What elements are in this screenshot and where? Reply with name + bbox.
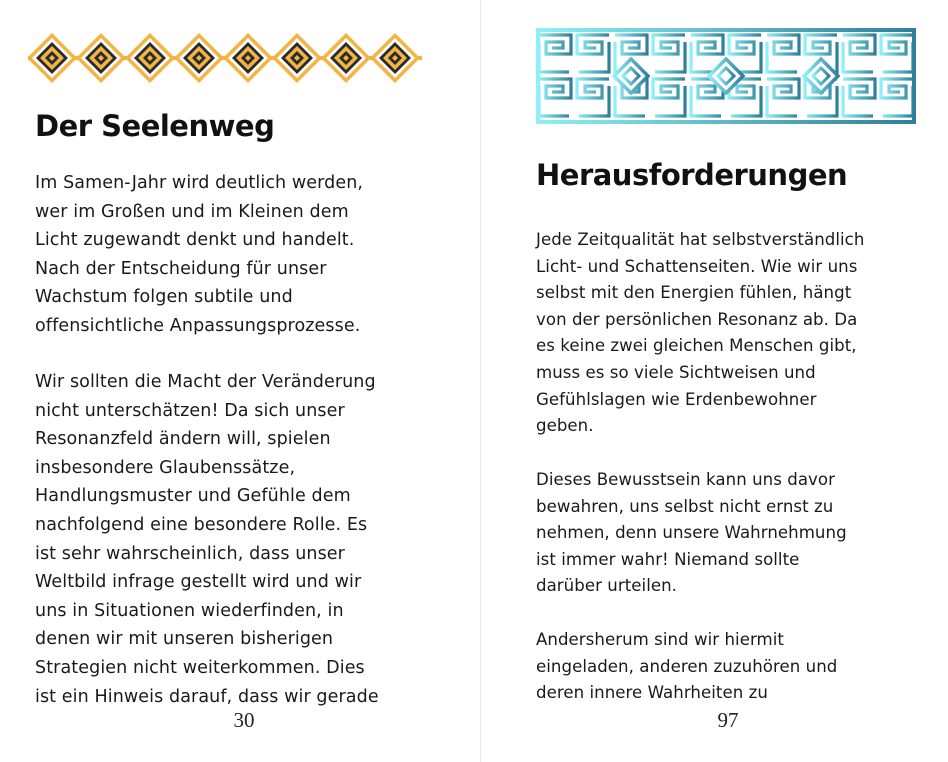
text-line: Licht- und Schattenseiten. Wie wir uns [536,256,858,276]
meander-ornament-banner [536,28,916,124]
text-line: deren innere Wahrheiten zu [536,683,768,703]
text-line: Handlungsmuster und Gefühle dem [35,486,351,507]
text-line: von der persönlichen Resonanz ab. Da [536,309,858,329]
text-line: nehmen, denn unsere Wahrnehmung [536,523,847,543]
page-number: 30 [233,708,255,732]
text-line: nachfolgend eine besondere Rolle. Es [35,514,368,535]
diamond-motif [28,33,77,83]
paragraph-1 [536,227,864,440]
paragraph-2 [536,467,847,600]
text-line: selbst mit den Energien fühlen, hängt [536,283,852,303]
text-line: eingeladen, anderen zuzuhören und [536,656,838,676]
diamond-motif [76,33,126,83]
right-page [481,0,948,762]
text-line: Licht zugewandt denkt und handelt. [35,230,355,251]
paragraph-2 [35,368,379,711]
text-line: Gefühlslagen wie Erdenbewohner [536,389,817,409]
text-line: bewahren, uns selbst nicht ernst zu [536,496,834,516]
text-line: Strategien nicht weiterkommen. Dies [35,657,365,678]
paragraph-3 [536,627,837,707]
text-line: offensichtliche Anpassungsprozesse. [35,315,361,336]
text-line: nicht unterschätzen! Da sich unser [35,400,345,421]
page-number: 97 [717,708,739,732]
text-line: es keine zwei gleichen Menschen gibt, [536,336,857,356]
text-line: Nach der Entscheidung für unser [35,258,327,279]
diamond-motif [223,33,273,83]
text-line: ist ein Hinweis darauf, dass wir gerade [35,686,379,707]
diamond-ornament-banner [28,32,422,84]
text-line: darüber urteilen. [536,576,678,596]
text-line: Weltbild infrage gestellt wird und wir [35,572,362,593]
text-line: wer im Großen und im Kleinen dem [35,201,349,222]
text-line: uns in Situationen wiederfinden, in [35,600,344,621]
diamond-motif [370,33,420,83]
text-line: Resonanzfeld ändern will, spielen [35,429,331,450]
text-line: ist immer wahr! Niemand sollte [536,549,800,569]
text-line: Jede Zeitqualität hat selbstverständlich [536,230,865,249]
diamond-motif [321,33,371,83]
text-line: muss es so viele Sichtweisen und [536,362,816,382]
text-line: ist sehr wahrscheinlich, dass unser [35,543,345,564]
page-heading: Herausforderungen [536,158,848,192]
text-line: Dieses Bewusstsein kann uns davor [536,470,836,489]
text-line: Wir sollten die Macht der Veränderung [35,372,376,392]
text-line: geben. [536,416,594,436]
diamond-motif [125,33,175,83]
diamond-motif [272,33,322,83]
text-line: Im Samen-Jahr wird deutlich werden, [35,173,364,193]
text-line: insbesondere Glaubenssätze, [35,457,296,478]
text-line: Wachstum folgen subtile und [35,287,293,308]
diamond-motif [174,33,224,83]
page-heading: Der Seelenweg [35,109,275,143]
text-line: denen wir mit unseren bisherigen [35,629,334,650]
paragraph-1 [35,169,363,341]
text-line: Andersherum sind wir hiermit [536,630,784,649]
